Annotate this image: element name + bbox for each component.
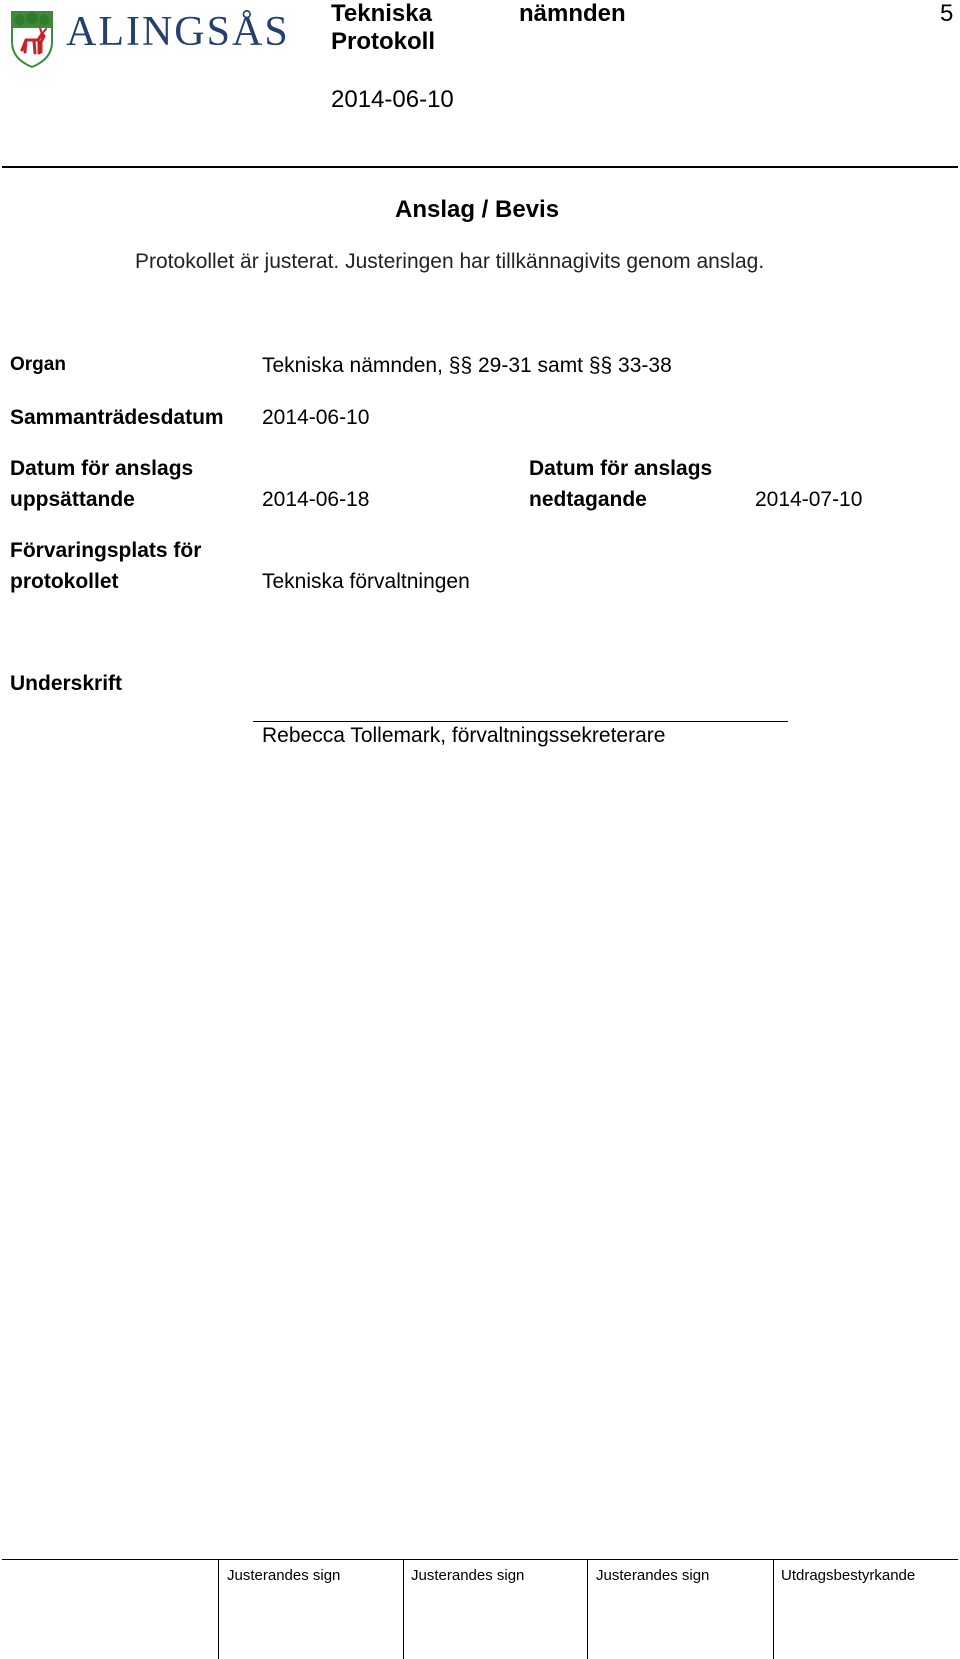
storage-label-line1: Förvaringsplats för — [10, 539, 202, 562]
notice-title: Anslag / Bevis — [395, 196, 560, 223]
storage-label-line2: protokollet — [10, 570, 119, 593]
page-number: 5 — [940, 0, 954, 27]
logo-wordmark: ALINGSÅS — [66, 9, 290, 55]
footer-cell-utdragsbestyrkande: Utdragsbestyrkande — [781, 1567, 916, 1584]
organ-label: Organ — [10, 354, 66, 375]
header-date: 2014-06-10 — [331, 86, 454, 113]
meeting-date-label: Sammanträdesdatum — [10, 406, 224, 429]
footer-column-separator — [773, 1559, 774, 1659]
removal-date-value: 2014-07-10 — [755, 488, 863, 511]
municipality-logo — [8, 6, 298, 68]
posting-date-label-line1: Datum för anslags — [10, 457, 194, 480]
removal-date-label-line2: nedtagande — [529, 488, 647, 511]
header-committee-word1: Tekniska — [331, 0, 432, 27]
storage-value: Tekniska förvaltningen — [262, 570, 470, 593]
posting-date-value: 2014-06-18 — [262, 488, 370, 511]
header-committee-word2: nämnden — [519, 0, 626, 27]
footer-cell-justerandes-sign-3: Justerandes sign — [596, 1567, 710, 1584]
footer-column-separator — [403, 1559, 404, 1659]
footer-cell-justerandes-sign-2: Justerandes sign — [411, 1567, 525, 1584]
posting-date-label-line2: uppsättande — [10, 488, 135, 511]
notice-statement: Protokollet är justerat. Justeringen har tillkännagivits genom anslag. — [135, 250, 765, 273]
meeting-date-value: 2014-06-10 — [262, 406, 370, 429]
signature-label: Underskrift — [10, 672, 123, 695]
signer-name: Rebecca Tollemark, förvaltningssekreterare — [262, 724, 666, 747]
footer-cell-justerandes-sign-1: Justerandes sign — [227, 1567, 341, 1584]
footer-divider — [2, 1559, 958, 1560]
header-doc-type: Protokoll — [331, 28, 436, 55]
organ-value: Tekniska nämnden, §§ 29-31 samt §§ 33-38 — [262, 354, 672, 377]
footer-column-separator — [218, 1559, 219, 1659]
footer-column-separator — [587, 1559, 588, 1659]
removal-date-label-line1: Datum för anslags — [529, 457, 713, 480]
coat-of-arms-icon — [8, 6, 56, 68]
header-divider — [2, 166, 958, 168]
